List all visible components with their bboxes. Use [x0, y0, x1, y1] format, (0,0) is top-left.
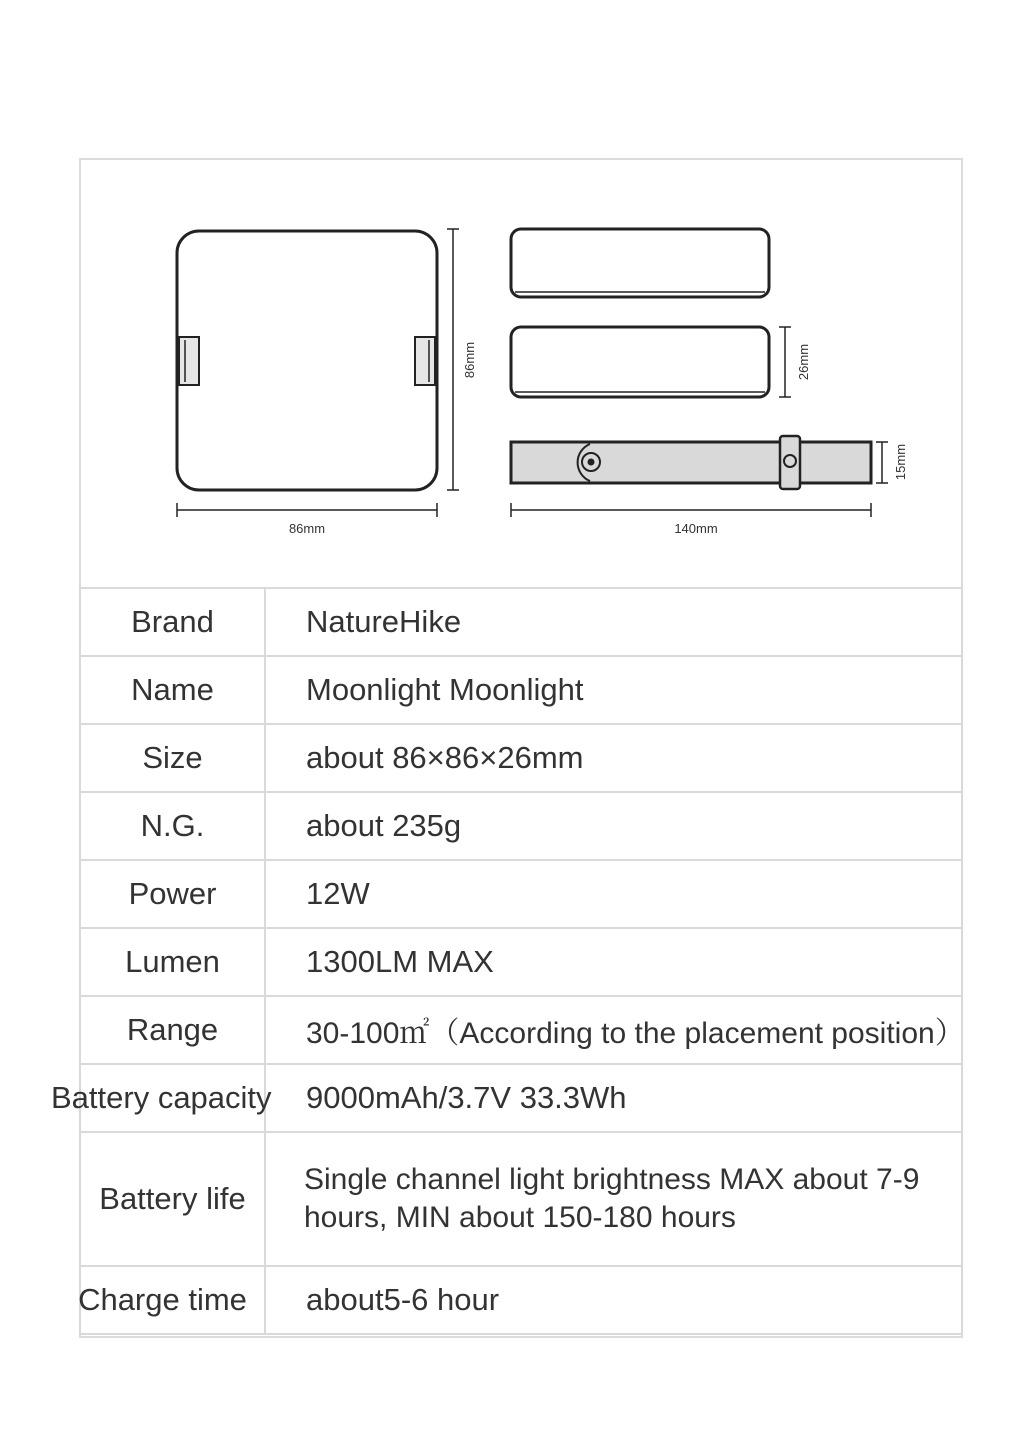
spec-key: [80, 1266, 265, 1334]
spec-key: Power: [80, 860, 265, 928]
spec-key: N.G.: [80, 792, 265, 860]
strap-buckle: [780, 436, 800, 489]
spec-key: Range: [80, 996, 265, 1064]
front-view-body: [177, 231, 437, 490]
spec-key: Name: [80, 656, 265, 724]
table-row: [80, 1132, 962, 1266]
table-row: [80, 724, 962, 792]
table-row: [80, 1266, 962, 1334]
total-length-label: 140mm: [674, 521, 718, 536]
side-view-body: [511, 327, 769, 397]
front-width-label: 86mm: [288, 521, 326, 536]
right-clip: [415, 337, 435, 385]
table-row: [80, 860, 962, 928]
spec-value: [265, 996, 965, 1064]
dimension-diagram: [0, 0, 1035, 590]
spec-key: [51, 1064, 272, 1132]
range-value-text: 30-100㎡（According to the placement position）: [306, 1017, 965, 1050]
bottom-view-body: [511, 442, 871, 483]
front-height-label: 86mm: [462, 341, 477, 379]
spec-value: about 235g: [265, 792, 962, 860]
table-row: [80, 1064, 962, 1132]
charge-time-key: Charge time: [78, 1282, 247, 1317]
spec-key: Battery life: [80, 1132, 265, 1266]
battery-capacity-key: Battery capacity: [51, 1080, 272, 1115]
spec-value: about 86×86×26mm: [265, 724, 962, 792]
table-row: [80, 792, 962, 860]
table-row: [80, 928, 962, 996]
spec-value: 12W: [265, 860, 962, 928]
table-row: [80, 656, 962, 724]
table-row: [80, 588, 962, 656]
spec-value: Moonlight Moonlight: [265, 656, 962, 724]
top-view-body: [511, 229, 769, 297]
spec-key: Lumen: [80, 928, 265, 996]
spec-value: about5-6 hour: [265, 1266, 962, 1334]
spec-value: Single channel light brightness MAX about 7-9 hours, MIN about 150-180 hours: [265, 1132, 962, 1266]
spec-table: [51, 587, 965, 1335]
spec-value: NatureHike: [265, 588, 962, 656]
spec-key: Size: [80, 724, 265, 792]
spec-key: Brand: [80, 588, 265, 656]
table-row: [80, 996, 962, 1064]
left-clip: [179, 337, 199, 385]
spec-value: 9000mAh/3.7V 33.3Wh: [265, 1064, 962, 1132]
bottom-thickness-label: 15mm: [893, 443, 908, 481]
spec-value: 1300LM MAX: [265, 928, 962, 996]
side-thickness-label: 26mm: [796, 343, 811, 381]
